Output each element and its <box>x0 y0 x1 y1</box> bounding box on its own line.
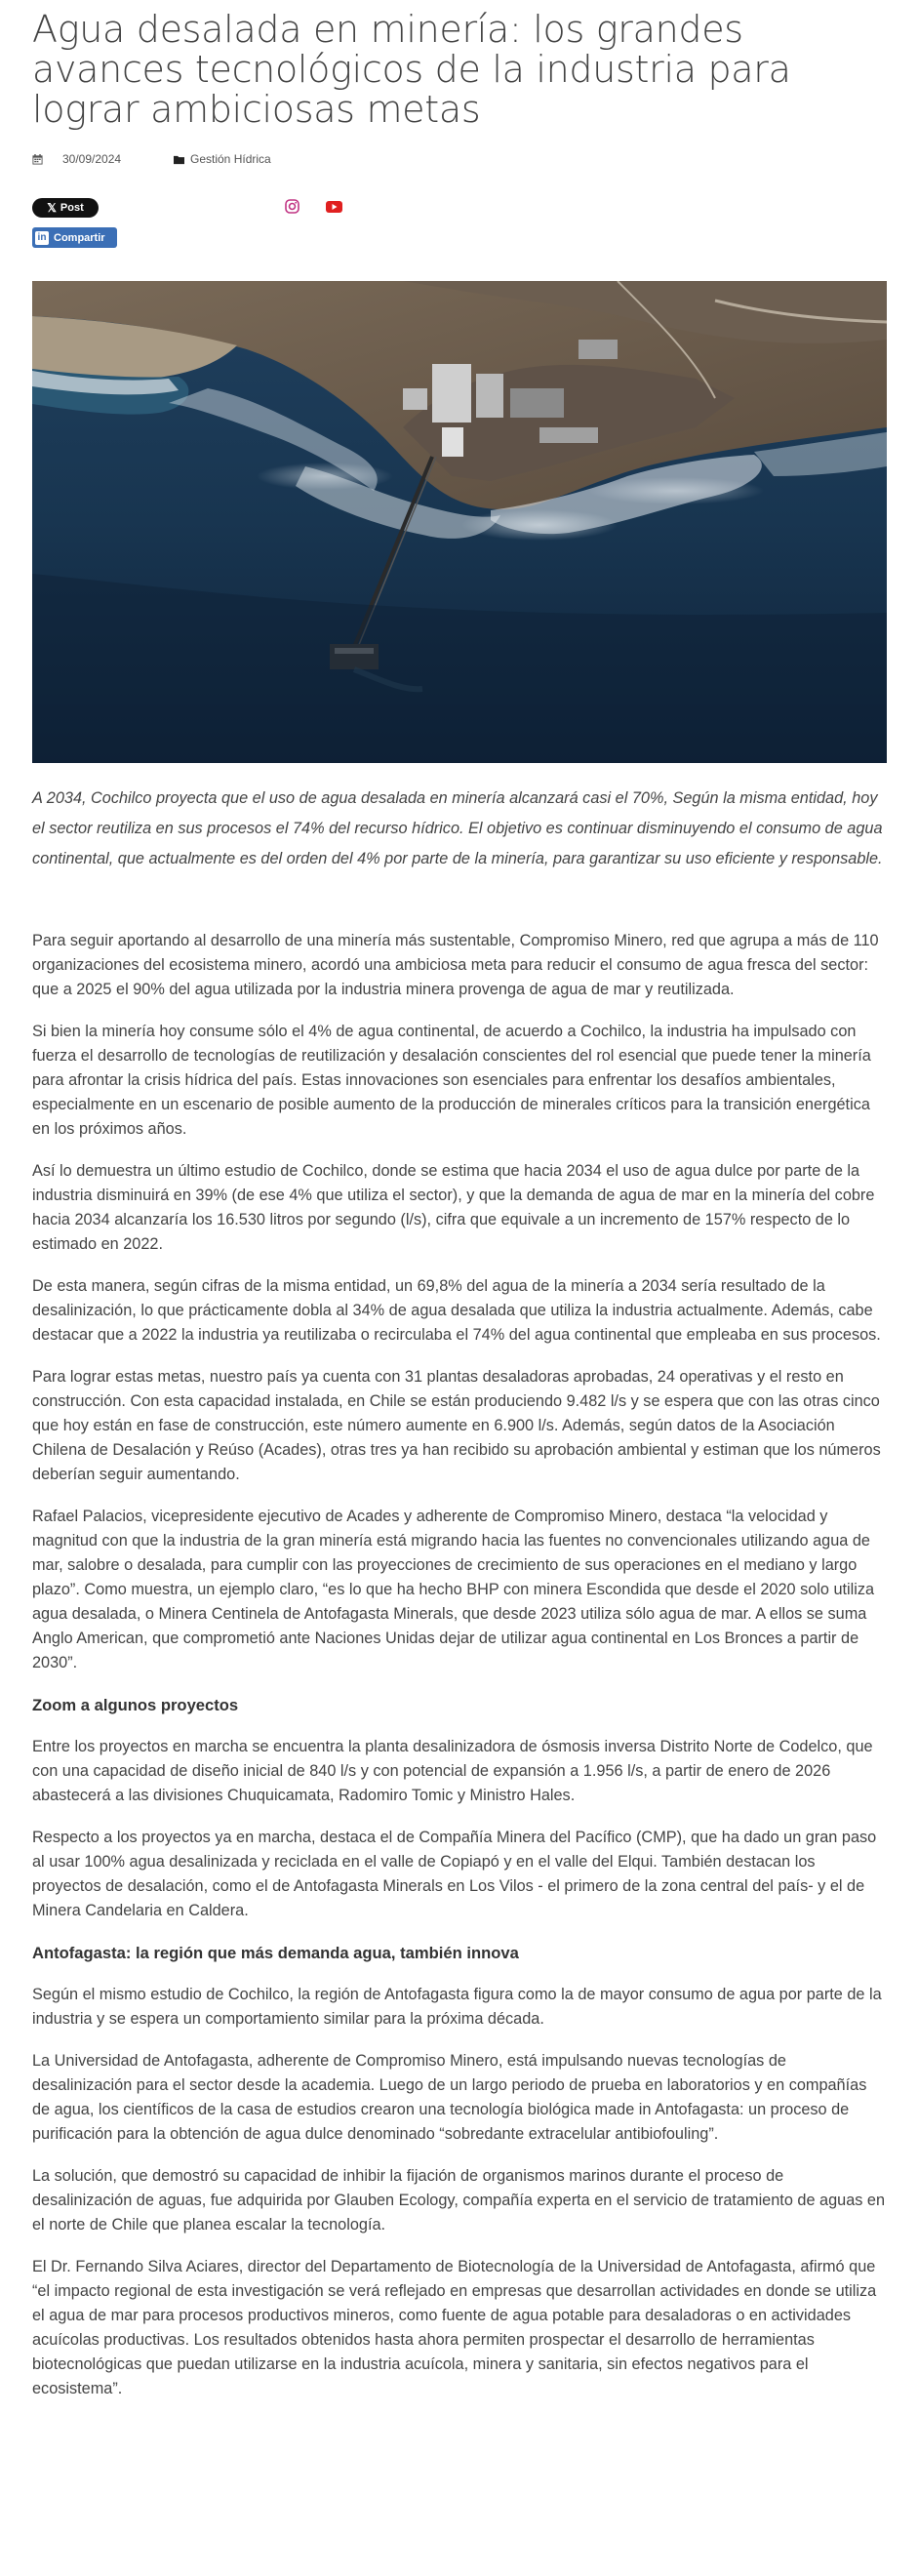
article-date: 30/09/2024 <box>62 152 122 166</box>
x-logo-icon: 𝕏 <box>47 201 57 215</box>
paragraph: Según el mismo estudio de Cochilco, la región de Antofagasta figura como la de mayor consumo de agua por parte de la industria y se espera un comportamiento similar para la próxima década. <box>32 1986 882 2028</box>
folder-icon <box>174 154 184 165</box>
desalination-plant-aerial-photo <box>32 281 887 763</box>
linkedin-share-label: Compartir <box>54 231 105 244</box>
x-post-label: Post <box>60 202 84 214</box>
paragraph: Si bien la minería hoy consume sólo el 4% de agua continental, de acuerdo a Cochilco, la industria ha impulsado con fuerza el desarrollo de tecnologías de reutilización y desalación conscientes del rol esencial que puede tener la minería para afrontar la crisis hídrica del país. Estas innovaciones son esenciales para enfrentar los desafíos ambientales, especialmente en un escenario de posible aumento de la producción de minerales críticos para la transición energética en los próximos años. <box>32 1023 871 1138</box>
paragraph: Para seguir aportando al desarrollo de una minería más sustentable, Compromiso Minero, red que agrupa a más de 110 organizaciones del ecosistema minero, acordó una ambiciosa meta para reducir el consumo de agua fresca del sector: que a 2025 el 90% del agua utilizada por la industria minera provenga de agua de mar y reutilizada. <box>32 932 879 998</box>
paragraph: La Universidad de Antofagasta, adherente de Compromiso Minero, está impulsando nuevas tecnologías de desalinización para el sector desde la academia. Luego de un largo periodo de prueba en laboratorios y en compañías de agua, los científicos de la casa de estudios crearon una tecnología biológica made in Antofagasta: un proceso de purificación para la obtención de agua dulce denominado “sobredante extracelular antibiofouling”. <box>32 2052 867 2143</box>
photo-caption: A 2034, Cochilco proyecta que el uso de agua desalada en minería alcanzará casi el 70%, Según la misma entidad, hoy el sector reutiliza en sus procesos el 74% del recurso hídrico. El objetivo es continuar disminuyendo el consumo de agua continental, que actualmente es del orden del 4% por parte de la minería, para garantizar su uso eficiente y responsable. <box>32 789 883 867</box>
youtube-icon[interactable] <box>326 201 342 213</box>
article-title: Agua desalada en minería: los grandes avances tecnológicos de la industria para lograr ambiciosas metas <box>32 8 791 131</box>
article-body <box>32 929 887 2419</box>
x-post-button[interactable] <box>32 198 99 218</box>
linkedin-icon: in <box>35 231 49 245</box>
category-meta[interactable] <box>174 152 271 166</box>
paragraph: La solución, que demostró su capacidad de inhibir la fijación de organismos marinos durante el proceso de desalinización de aguas, fue adquirida por Glauben Ecology, compañía experta en el servicio de tratamiento de aguas en el norte de Chile que planea escalar la tecnología. <box>32 2167 886 2234</box>
section-heading: Zoom a algunos proyectos <box>32 1696 239 1714</box>
paragraph: Respecto a los proyectos ya en marcha, destaca el de Compañía Minera del Pacífico (CMP), que ha dado un gran paso al usar 100% agua desalinizada y reciclada en el valle de Copiapó y en el valle del Elqui. También destacan los proyectos de desalación, como el de Antofagasta Minerals en Los Vilos - el primero de la zona central del país- y el de Minera Candelaria en Caldera. <box>32 1829 877 1919</box>
paragraph: Para lograr estas metas, nuestro país ya cuenta con 31 plantas desaladoras aprobadas, 24 operativas y el resto en construcción. Con esta capacidad instalada, en Chile se están produciendo 9.482 l/s y se espera que con las otras cinco que hoy están en fase de construcción, este número aumente en 6.900 l/s. Además, según datos de la Asociación Chilena de Desalación y Reúso (Acades), otras tres ya han recibido su aprobación ambiental y estiman que los números deberían seguir aumentando. <box>32 1368 881 1483</box>
linkedin-share-button[interactable] <box>32 227 117 248</box>
article-category[interactable]: Gestión Hídrica <box>190 152 271 166</box>
paragraph: Así lo demuestra un último estudio de Cochilco, donde se estima que hacia 2034 el uso de agua dulce por parte de la industria disminuirá en 39% (de ese 4% que utiliza el sector), y que la demanda de agua de mar en la minería del cobre hacia 2034 alcanzaría los 16.530 litros por segundo (l/s), cifra que equivale a un incremento de 157% respecto de lo estimado en 2022. <box>32 1162 875 1253</box>
paragraph: Rafael Palacios, vicepresidente ejecutivo de Acades y adherente de Compromiso Minero, destaca “la velocidad y magnitud con que la industria de la gran minería está migrando hacia las fuentes no convencionales utilizando agua de mar, salobre o desalada, para cumplir con las proyecciones de crecimiento de sus operaciones en el mediano y largo plazo”. Como muestra, un ejemplo claro, “es lo que ha hecho BHP con minera Escondida que desde el 2020 solo utiliza agua desalada, o Minera Centinela de Antofagasta Minerals, que desde 2023 utiliza sólo agua de mar. A ellos se suma Anglo American, que comprometió ante Naciones Unidas dejar de utilizar agua continental en Los Bronces a partir de 2030”. <box>32 1508 875 1671</box>
paragraph: De esta manera, según cifras de la misma entidad, un 69,8% del agua de la minería a 2034 sería resultado de la desalinización, lo que prácticamente dobla al 34% de agua desalada que utiliza la industria actualmente. Además, cabe destacar que a 2022 la industria ya reutilizaba o recirculaba el 74% del agua continental que empleaba en sus procesos. <box>32 1277 881 1344</box>
paragraph: Entre los proyectos en marcha se encuentra la planta desalinizadora de ósmosis inversa Distrito Norte de Codelco, que con una capacidad de diseño inicial de 840 l/s y con potencial de expansión a 1.956 l/s, a partir de enero de 2026 abastecerá a las divisiones Chuquicamata, Radomiro Tomic y Ministro Hales. <box>32 1738 873 1804</box>
date-meta <box>32 152 121 166</box>
section-heading: Antofagasta: la región que más demanda agua, también innova <box>32 1944 519 1962</box>
paragraph: El Dr. Fernando Silva Aciares, director del Departamento de Biotecnología de la Universidad de Antofagasta, afirmó que “el impacto regional de esta investigación se verá reflejado en empresas que desarrollan actividades en donde se utiliza el agua de mar para procesos productivos mineros, como fuente de agua potable para desaladoras o en actividades acuícolas productivas. Los resultados obtenidos hasta ahora permiten prospectar el desarrollo de herramientas biotecnológicas que puedan utilizarse en la industria acuícola, minera y sanitaria, sin efectos negativos para el ecosistema”. <box>32 2258 877 2397</box>
calendar-icon <box>32 154 43 165</box>
instagram-icon[interactable] <box>285 199 299 214</box>
